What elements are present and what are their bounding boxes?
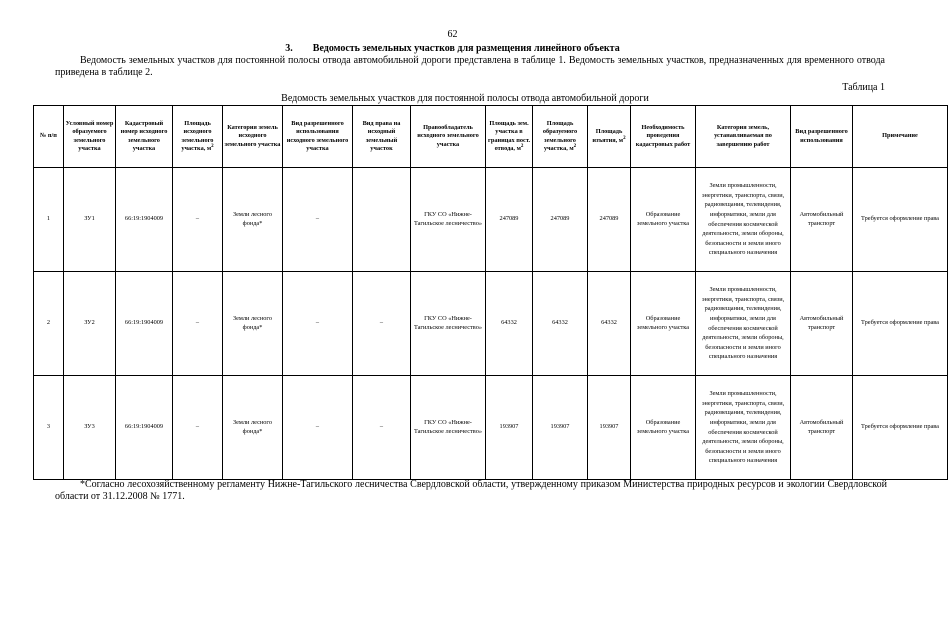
table-cell: – [353, 272, 411, 376]
table-cell: Земли промышленности, энергетики, транспорта, связи, радиовещания, телевидения, информатики, земли для обеспечения космической деятельности, земли обороны, безопасности и земли иного специального назначения [696, 168, 791, 272]
table-cell: Земли лесного фонда* [223, 168, 283, 272]
column-header-text: Категория земель, устанавливаемая по завершению работ [714, 124, 772, 148]
column-header [223, 106, 283, 168]
table-cell: Автомобильный транспорт [791, 168, 853, 272]
table-header-row [34, 106, 948, 168]
footnote: *Согласно лесохозяйственному регламенту Нижне-Тагильского лесничества Свердловской области, утвержденному приказом Министерства природных ресурсов и экологии Свердловской области от 31.12.2008 № 1771. [55, 479, 887, 502]
table-cell: 247089 [588, 168, 631, 272]
table-cell: ГКУ СО «Нижне-Тагильское лесничество» [411, 272, 486, 376]
column-header-text: Площадь исходного земельного участка, м [181, 120, 214, 152]
table-cell: 64332 [588, 272, 631, 376]
column-header-unit-exponent: 2 [623, 135, 626, 141]
column-header-unit-exponent: 2 [520, 143, 524, 149]
table-cell: – [173, 272, 223, 376]
column-header-text: Площадь образуемого земельного участка, м [542, 120, 578, 152]
column-header [631, 106, 696, 168]
table-cell: 247089 [486, 168, 533, 272]
table-cell: 66:19:1904009 [116, 376, 173, 480]
column-header-text: Условный номер образуемого земельного участка [65, 120, 114, 152]
column-header [116, 106, 173, 168]
column-header [696, 106, 791, 168]
table-cell: – [283, 376, 353, 480]
table-cell: Образование земельного участка [631, 272, 696, 376]
table-cell: 2 [34, 272, 64, 376]
table-cell: – [353, 376, 411, 480]
table-cell: 66:19:1904009 [116, 168, 173, 272]
table-cell: Земли промышленности, энергетики, транспорта, связи, радиовещания, телевидения, информатики, земли для обеспечения космической деятельности, земли обороны, безопасности и земли иного специального назначения [696, 272, 791, 376]
table-cell: ГКУ СО «Нижне-Тагильское лесничество» [411, 168, 486, 272]
column-header [34, 106, 64, 168]
table-cell: 64332 [533, 272, 588, 376]
column-header [791, 106, 853, 168]
intro-paragraph: Ведомость земельных участков для постоянной полосы отвода автомобильной дороги представлена в таблице 1. Ведомость земельных участков, предназначенных для временного отвода приведена в таблице 2. [55, 55, 885, 78]
table-cell: 247089 [533, 168, 588, 272]
table-cell: Автомобильный транспорт [791, 376, 853, 480]
land-plots-table [33, 105, 948, 480]
table-cell: Земли лесного фонда* [223, 272, 283, 376]
column-header [283, 106, 353, 168]
table-cell: Земли лесного фонда* [223, 376, 283, 480]
table-label: Таблица 1 [842, 82, 885, 93]
column-header-text: Площадь изъятия, м [592, 128, 624, 144]
table-cell: 66:19:1904009 [116, 272, 173, 376]
table-row [34, 168, 948, 272]
table-cell: – [173, 376, 223, 480]
column-header [64, 106, 116, 168]
column-header-text: Примечание [882, 132, 918, 140]
column-header-text: № п/п [40, 132, 57, 140]
table-cell: Требуется оформление права [853, 376, 948, 480]
table-cell: ГКУ СО «Нижне-Тагильское лесничество» [411, 376, 486, 480]
table-cell: Земли промышленности, энергетики, транспорта, связи, радиовещания, телевидения, информатики, земли для обеспечения космической деятельности, земли обороны, безопасности и земли иного специального назначения [696, 376, 791, 480]
column-header [486, 106, 533, 168]
column-header [173, 106, 223, 168]
column-header-unit-exponent: 2 [573, 143, 577, 149]
table-cell: – [283, 168, 353, 272]
table-cell: – [283, 272, 353, 376]
table-cell: 64332 [486, 272, 533, 376]
section-title: Ведомость земельных участков для размещения линейного объекта [312, 43, 620, 54]
column-header-text: Необходимость проведения кадастровых работ [635, 124, 691, 148]
section-heading [0, 43, 905, 54]
table-cell: – [173, 168, 223, 272]
page-number: 62 [447, 29, 458, 40]
table-cell [353, 168, 411, 272]
table-cell: Требуется оформление права [853, 272, 948, 376]
table-cell: 3 [34, 376, 64, 480]
column-header [353, 106, 411, 168]
table-cell: ЗУ1 [64, 168, 116, 272]
table-caption: Ведомость земельных участков для постоянной полосы отвода автомобильной дороги [281, 93, 649, 104]
table-cell: Образование земельного участка [631, 168, 696, 272]
column-header-text: Кадастровый номер исходного земельного участка [120, 120, 168, 152]
column-header [411, 106, 486, 168]
table-cell: 193907 [588, 376, 631, 480]
column-header-unit-exponent: 2 [211, 143, 214, 149]
table-cell: Образование земельного участка [631, 376, 696, 480]
column-header [853, 106, 948, 168]
table-cell: 1 [34, 168, 64, 272]
table-cell: ЗУ2 [64, 272, 116, 376]
column-header-text: Вид права на исходный земельный участок [362, 120, 401, 152]
table-cell: ЗУ3 [64, 376, 116, 480]
table-cell: 193907 [533, 376, 588, 480]
column-header [588, 106, 631, 168]
table-row [34, 272, 948, 376]
column-header-text: Вид разрешенного использования исходного земельного участка [286, 120, 349, 152]
column-header-text: Правообладатель исходного земельного участка [417, 124, 479, 148]
column-header-text: Площадь зем. участка в границах пост. отвода, м [487, 120, 531, 152]
table-cell: Требуется оформление права [853, 168, 948, 272]
table-cell: Автомобильный транспорт [791, 272, 853, 376]
column-header-text: Категория земель исходного земельного участка [224, 124, 281, 148]
table-row [34, 376, 948, 480]
table-cell: 193907 [486, 376, 533, 480]
section-number: 3. [285, 43, 293, 54]
column-header-text: Вид разрешенного использования [795, 128, 848, 144]
column-header [533, 106, 588, 168]
